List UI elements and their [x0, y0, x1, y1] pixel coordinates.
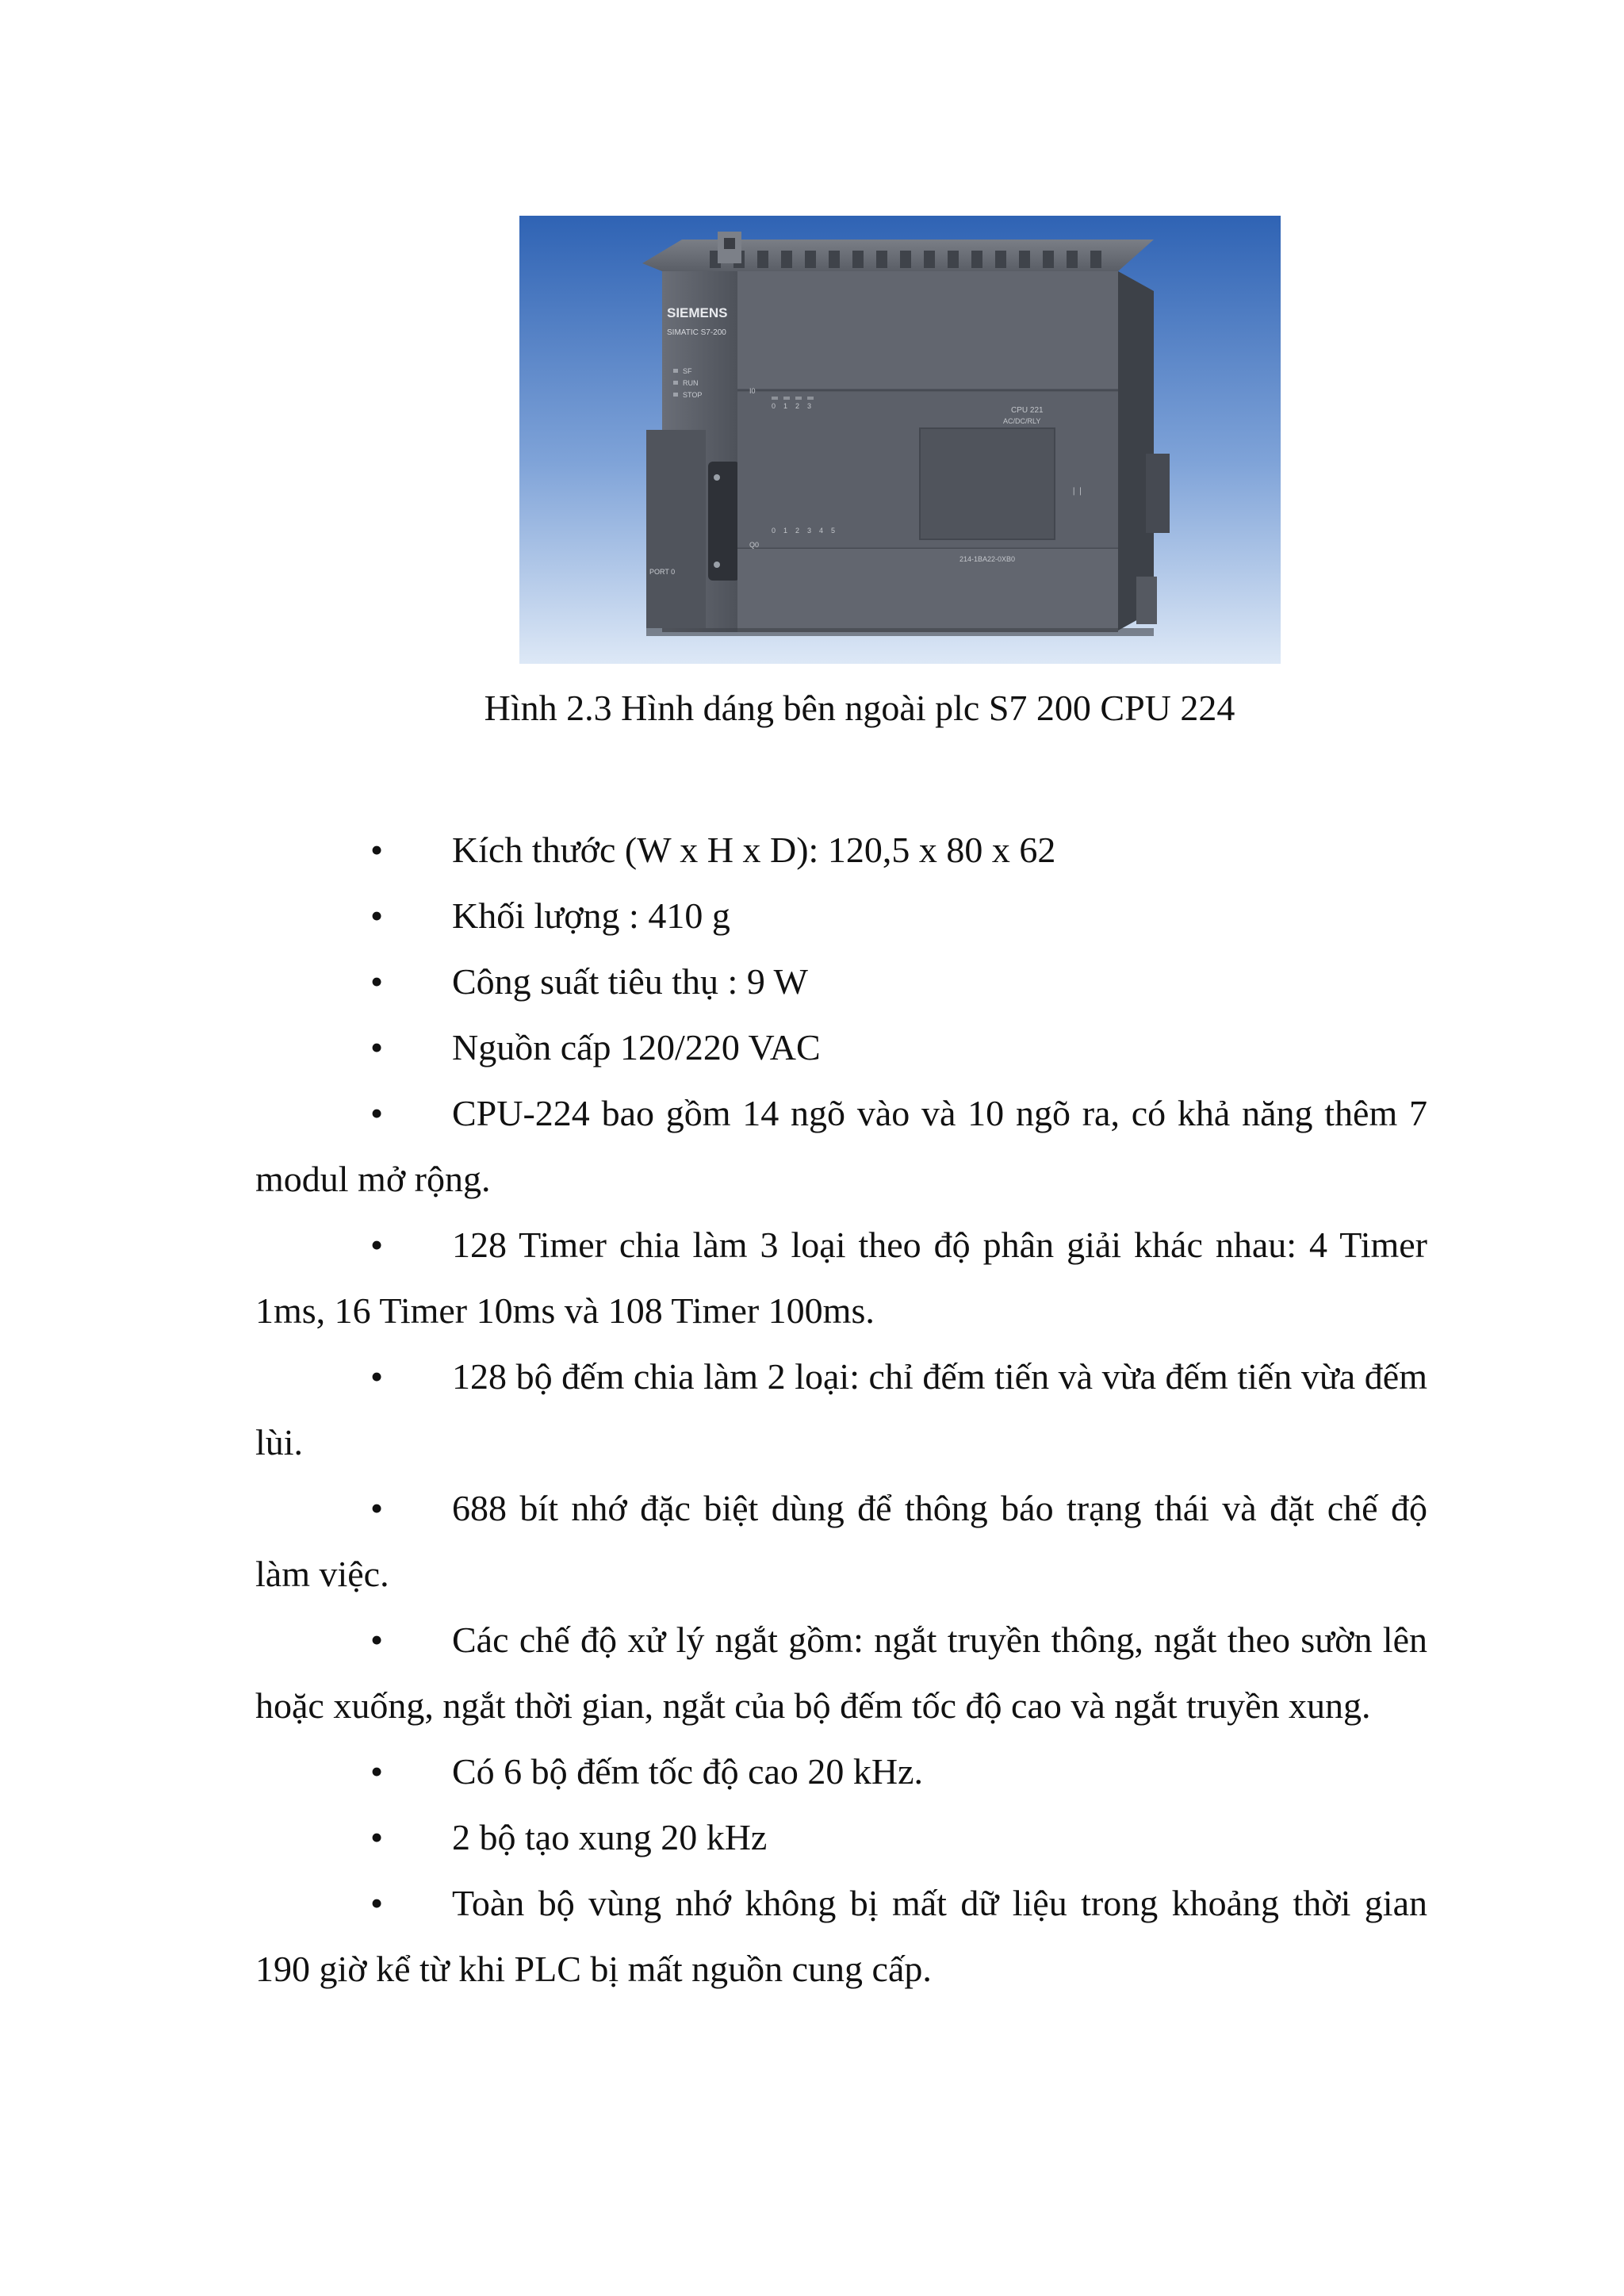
list-item — [255, 1212, 1427, 1343]
output-digit: 1 — [783, 527, 788, 535]
plc-access-door — [920, 428, 1055, 539]
output-digit: 5 — [831, 527, 836, 535]
bullet-icon: • — [370, 1817, 384, 1857]
output-digit: 3 — [807, 527, 812, 535]
bullet-icon: • — [370, 1488, 384, 1528]
bullet-icon: • — [370, 1883, 384, 1923]
output-terminal-label: Q0 — [749, 541, 760, 549]
bullet-icon: • — [370, 1225, 384, 1265]
bullet-icon: • — [370, 1093, 384, 1133]
list-item-text: Nguồn cấp 120/220 VAC — [452, 1027, 821, 1068]
list-item-text: Có 6 bộ đếm tốc độ cao 20 kHz. — [452, 1751, 924, 1792]
output-digit: 2 — [795, 527, 800, 535]
list-item-text: Kích thước (W x H x D): 120,5 x 80 x 62 — [452, 830, 1056, 870]
list-item — [255, 1475, 1427, 1607]
list-item — [255, 1804, 1427, 1870]
list-item-text: 688 bít nhớ đặc biệt dùng để thông báo trạng thái và đặt chế độ làm việc. — [255, 1488, 1427, 1594]
bullet-icon: • — [370, 830, 384, 870]
list-item — [255, 1607, 1427, 1738]
input-digit: 0 — [772, 402, 776, 410]
bullet-icon: • — [370, 961, 384, 1002]
list-item — [255, 1343, 1427, 1475]
siemens-s7-200-plc-image — [519, 216, 1281, 664]
plc-series-label: SIMATIC S7-200 — [667, 328, 726, 337]
figure-caption-text: Hình 2.3 Hình dáng bên ngoài plc S7 200 CPU 224 — [484, 688, 1235, 728]
order-number-label: 214-1BA22-0XB0 — [959, 555, 1016, 563]
list-item — [255, 817, 1427, 883]
list-item-text: Công suất tiêu thụ : 9 W — [452, 961, 808, 1002]
input-digit: 2 — [795, 402, 800, 410]
led-label-stop: STOP — [683, 391, 703, 399]
plc-photo-figure — [519, 216, 1281, 664]
bullet-icon: • — [370, 1619, 384, 1660]
svg-text:❘❘: ❘❘ — [1071, 487, 1084, 496]
model-label: CPU 221 — [1011, 406, 1044, 415]
list-item-text: 128 bộ đếm chia làm 2 loại: chỉ đếm tiến và vừa đếm tiến vừa đếm lùi. — [255, 1356, 1427, 1462]
list-item-text: Toàn bộ vùng nhớ không bị mất dữ liệu trong khoảng thời gian 190 giờ kể từ khi PLC bị mất nguồn cung cấp. — [255, 1883, 1427, 1989]
bullet-icon: • — [370, 895, 384, 936]
list-item-text: CPU-224 bao gồm 14 ngõ vào và 10 ngõ ra, có khả năng thêm 7 modul mở rộng. — [255, 1093, 1427, 1199]
bullet-icon: • — [370, 1751, 384, 1792]
communication-port-icon — [708, 462, 740, 581]
bullet-icon: • — [370, 1027, 384, 1068]
bullet-icon: • — [370, 1356, 384, 1397]
plc-brand-label: SIEMENS — [667, 305, 728, 320]
figure-caption — [0, 680, 1624, 736]
list-item-text: Khối lượng : 410 g — [452, 895, 730, 936]
list-item-text: 128 Timer chia làm 3 loại theo độ phân giải khác nhau: 4 Timer 1ms, 16 Timer 10ms và 108 Timer 100ms. — [255, 1225, 1427, 1331]
list-item — [255, 1738, 1427, 1804]
input-digit: 3 — [807, 402, 812, 410]
output-digit: 0 — [772, 527, 776, 535]
spec-list — [255, 817, 1427, 2002]
list-item — [255, 1080, 1427, 1212]
led-label-run: RUN — [683, 379, 699, 387]
list-item-text: Các chế độ xử lý ngắt gồm: ngắt truyền thông, ngắt theo sườn lên hoặc xuống, ngắt thời gian, ngắt của bộ đếm tốc độ cao và ngắt truyền xung. — [255, 1619, 1427, 1726]
input-digit: 1 — [783, 402, 788, 410]
model-sub-label: AC/DC/RLY — [1003, 417, 1041, 425]
list-item — [255, 1014, 1427, 1080]
list-item — [255, 1870, 1427, 2002]
list-item — [255, 883, 1427, 949]
led-label-sf: SF — [683, 367, 692, 375]
input-terminal-label: I0 — [749, 387, 756, 395]
list-item-text: 2 bộ tạo xung 20 kHz — [452, 1817, 768, 1857]
output-digit: 4 — [819, 527, 824, 535]
port-label: PORT 0 — [649, 568, 676, 576]
list-item — [255, 949, 1427, 1014]
